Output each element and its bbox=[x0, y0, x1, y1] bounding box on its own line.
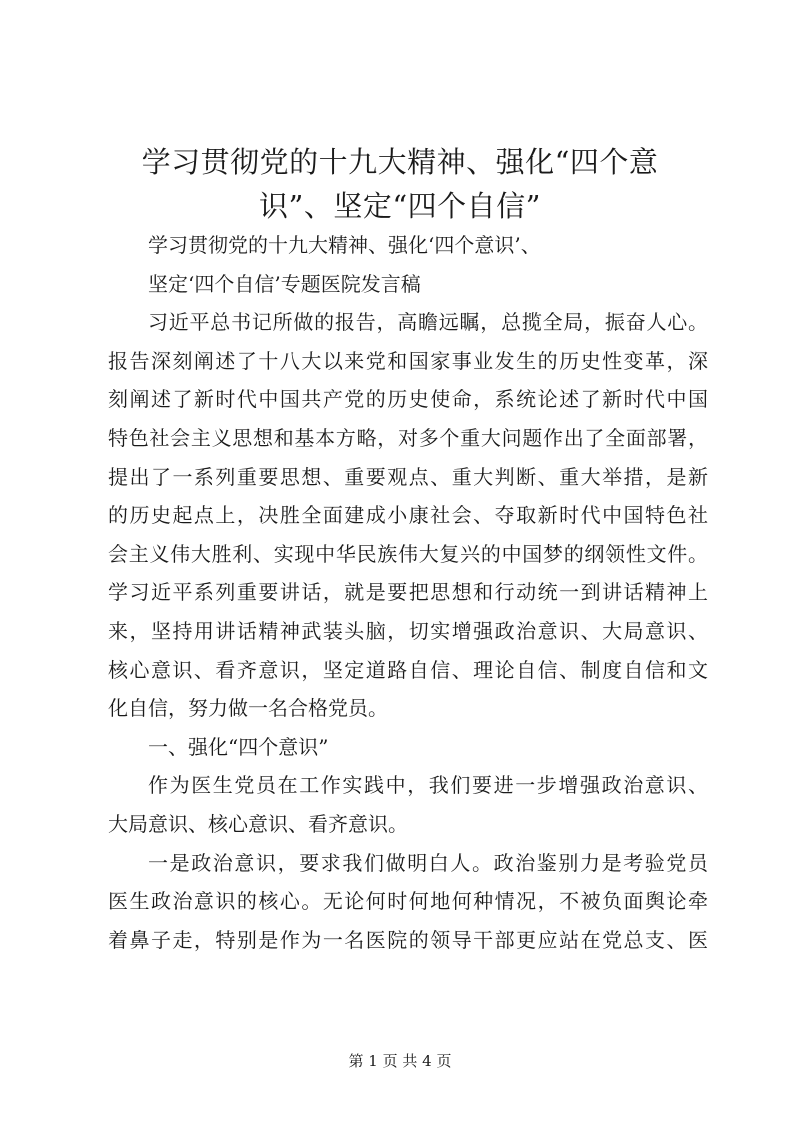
paragraph-line: 大局意识、核心意识、看齐意识。 bbox=[108, 811, 408, 836]
paragraph-line: 医生政治意识的核心。无论何时何地何种情况，不被负面舆论牵 bbox=[108, 889, 708, 914]
subtitle-line-2: 坚定‘四个自信’专题医院发言稿 bbox=[148, 271, 421, 296]
paragraph-line: 刻阐述了新时代中国共产党的历史使命，系统论述了新时代中国 bbox=[108, 387, 708, 412]
paragraph-line: 一是政治意识，要求我们做明白人。政治鉴别力是考验党员 bbox=[148, 850, 708, 875]
paragraph-line: 会主义伟大胜利、实现中华民族伟大复兴的中国梦的纲领性文件。 bbox=[108, 541, 708, 566]
paragraph-line: 作为医生党员在工作实践中，我们要进一步增强政治意识、 bbox=[148, 773, 708, 798]
paragraph-line: 学习近平系列重要讲话，就是要把思想和行动统一到讲话精神上 bbox=[108, 580, 708, 605]
title-line-2: 识”、坚定“四个自信” bbox=[259, 189, 541, 223]
paragraph-line: 习近平总书记所做的报告，高瞻远瞩，总揽全局，振奋人心。 bbox=[148, 310, 708, 335]
paragraph-line: 核心意识、看齐意识，坚定道路自信、理论自信、制度自信和文 bbox=[108, 657, 708, 682]
document-title bbox=[100, 140, 700, 228]
paragraph-line: 的历史起点上，决胜全面建成小康社会、夺取新时代中国特色社 bbox=[108, 503, 708, 528]
title-line-1: 学习贯彻党的十九大精神、强化“四个意 bbox=[141, 145, 659, 179]
paragraph-line: 着鼻子走，特别是作为一名医院的领导干部更应站在党总支、医 bbox=[108, 927, 708, 952]
paragraph-line: 化自信，努力做一名合格党员。 bbox=[108, 696, 388, 721]
page-number-footer: 第 1 页 共 4 页 bbox=[348, 1052, 452, 1070]
subtitle-line-1: 学习贯彻党的十九大精神、强化‘四个意识’、 bbox=[148, 233, 541, 257]
document-body bbox=[108, 226, 708, 959]
section-heading: 一、强化“四个意识” bbox=[148, 734, 329, 759]
paragraph-line: 来，坚持用讲话精神武装头脑，切实增强政治意识、大局意识、 bbox=[108, 618, 708, 643]
paragraph-line: 报告深刻阐述了十八大以来党和国家事业发生的历史性变革，深 bbox=[108, 348, 708, 373]
paragraph-line: 特色社会主义思想和基本方略，对多个重大问题作出了全面部署， bbox=[108, 425, 708, 450]
paragraph-line: 提出了一系列重要思想、重要观点、重大判断、重大举措，是新 bbox=[108, 464, 708, 489]
